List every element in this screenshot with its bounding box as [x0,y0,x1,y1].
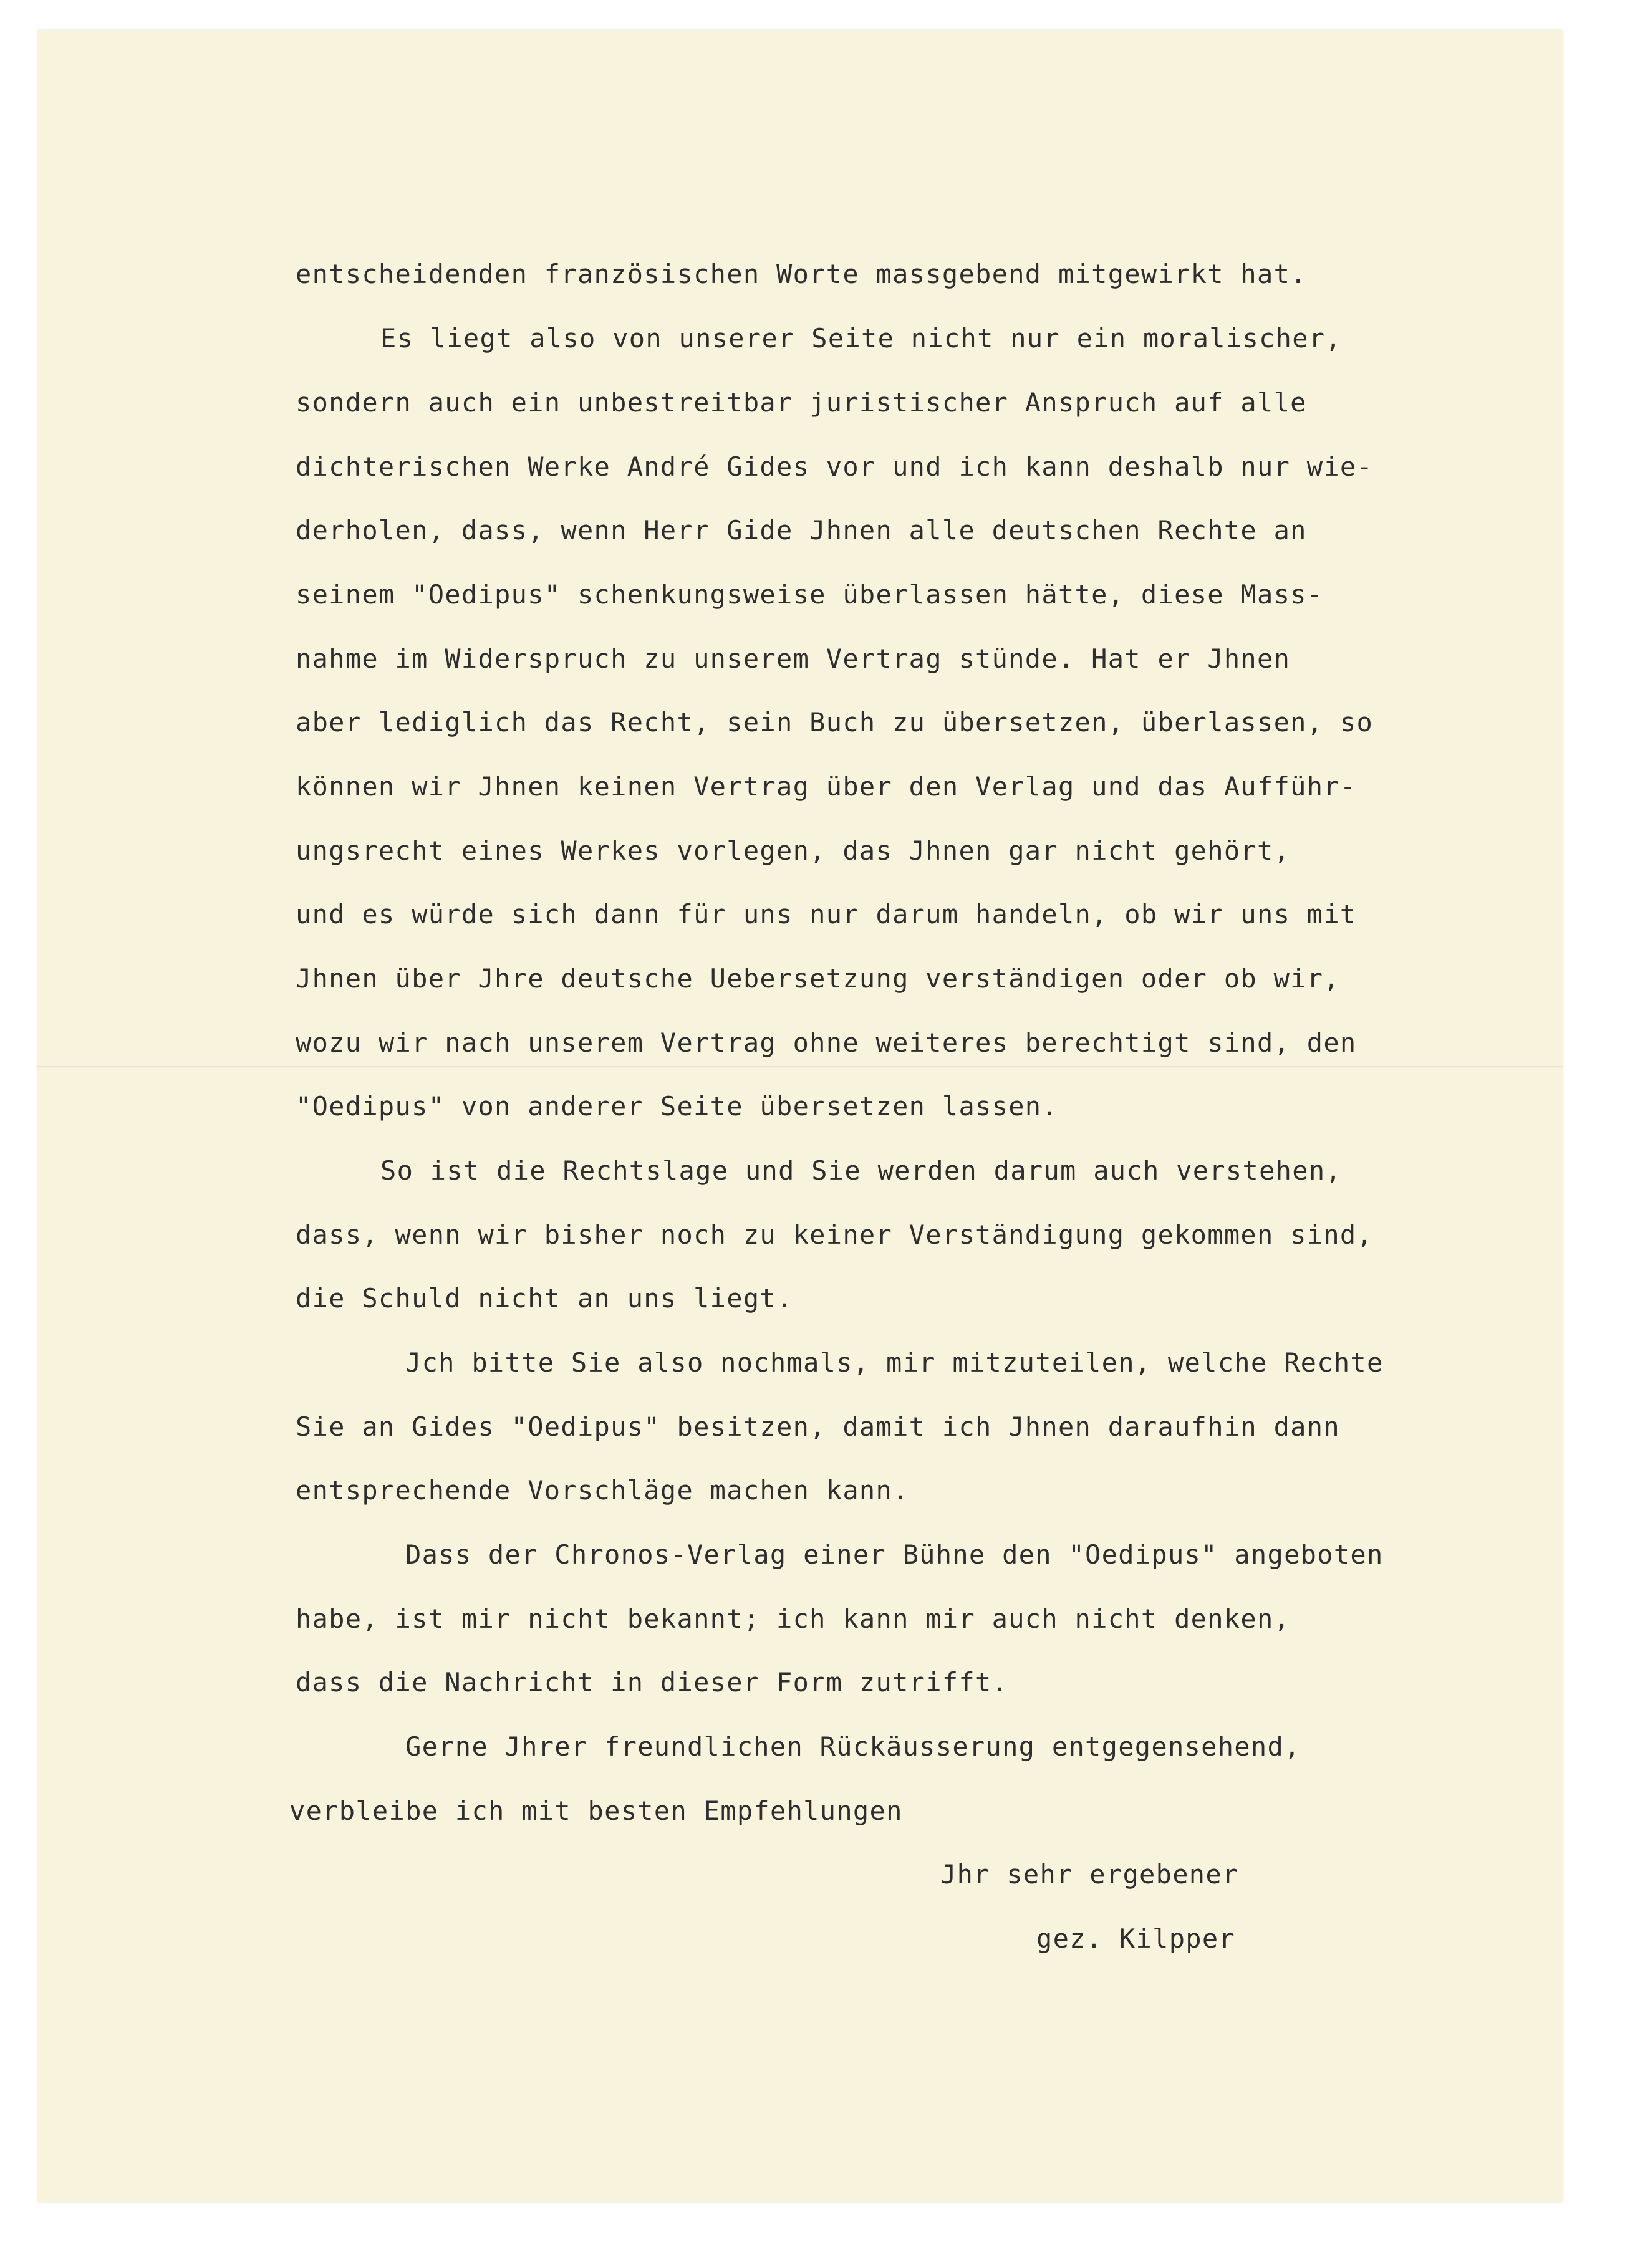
letter-line: So ist die Rechtslage und Sie werden darum auch verstehen, [380,1155,1342,1186]
letter-line: verbleibe ich mit besten Empfehlungen [289,1795,903,1826]
letter-line: können wir Jhnen keinen Vertrag über den Verlag und das Aufführ- [296,771,1357,802]
letter-closing: Jhr sehr ergebener [940,1859,1239,1890]
letter-line: Sie an Gides "Oedipus" besitzen, damit ich Jhnen daraufhin dann [296,1411,1340,1442]
paper-sheet [37,30,1563,2202]
letter-line: entscheidenden französischen Worte massgebend mitgewirkt hat. [296,259,1307,289]
letter-line: dass, wenn wir bisher noch zu keiner Verständigung gekommen sind, [296,1219,1374,1250]
letter-line: dichterischen Werke André Gides vor und ich kann deshalb nur wie- [296,451,1374,482]
letter-line: habe, ist mir nicht bekannt; ich kann mir auch nicht denken, [296,1603,1291,1634]
letter-line: wozu wir nach unserem Vertrag ohne weiteres berechtigt sind, den [296,1027,1357,1058]
letter-line: Gerne Jhrer freundlichen Rückäusserung entgegensehend, [405,1731,1301,1762]
letter-body [37,30,1563,2202]
letter-line: Jhnen über Jhre deutsche Uebersetzung verständigen oder ob wir, [296,963,1340,994]
letter-line: "Oedipus" von anderer Seite übersetzen lassen. [296,1091,1058,1122]
letter-line: Jch bitte Sie also nochmals, mir mitzuteilen, welche Rechte [405,1347,1384,1378]
letter-line: ungsrecht eines Werkes vorlegen, das Jhnen gar nicht gehört, [296,835,1291,866]
letter-line: aber lediglich das Recht, sein Buch zu übersetzen, überlassen, so [296,707,1374,738]
letter-line: und es würde sich dann für uns nur darum handeln, ob wir uns mit [296,899,1357,930]
letter-line: entsprechende Vorschläge machen kann. [296,1475,909,1506]
letter-signature: gez. Kilpper [1036,1923,1236,1954]
letter-line: Dass der Chronos-Verlag einer Bühne den "Oedipus" angeboten [405,1539,1384,1570]
letter-line: sondern auch ein unbestreitbar juristischer Anspruch auf alle [296,387,1307,418]
letter-line: seinem "Oedipus" schenkungsweise überlassen hätte, diese Mass- [296,579,1324,610]
letter-line: derholen, dass, wenn Herr Gide Jhnen alle deutschen Rechte an [296,515,1307,545]
letter-line: die Schuld nicht an uns liegt. [296,1283,793,1314]
letter-line: Es liegt also von unserer Seite nicht nur ein moralischer, [380,323,1342,353]
letter-line: nahme im Widerspruch zu unserem Vertrag stünde. Hat er Jhnen [296,643,1291,674]
letter-line: dass die Nachricht in dieser Form zutrifft. [296,1667,1009,1698]
